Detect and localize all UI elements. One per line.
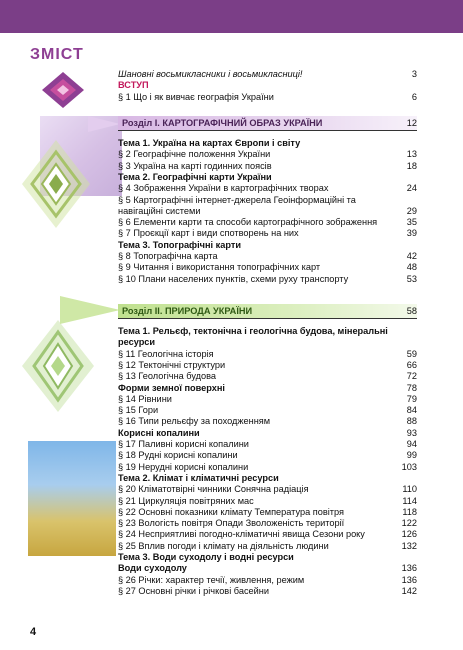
toc-entry-page: 84 bbox=[406, 405, 417, 416]
toc-entry: § 4 Зображення України в картографічних творах bbox=[118, 183, 329, 194]
toc-entry: § 18 Рудні корисні копалини bbox=[118, 450, 238, 461]
toc-entry-page: 35 bbox=[406, 217, 417, 228]
toc-entry-page: 94 bbox=[406, 439, 417, 449]
toc-entry: § 6 Елементи карти та способи картографічного зображення bbox=[118, 217, 378, 228]
toc-entry-page: 78 bbox=[406, 382, 417, 393]
toc-entry: § 20 Кліматотвірні чинники Сонячна радіація bbox=[118, 484, 309, 495]
toc-entry: § 25 Вплив погоди і клімату на діяльність людини bbox=[118, 540, 329, 551]
page-title: ЗМІСТ bbox=[30, 46, 84, 63]
toc-entry: § 24 Несприятливі погодно-кліматичні явища Сезони року bbox=[118, 529, 365, 540]
toc-entry: § 26 Річки: характер течії, живлення, режим bbox=[118, 574, 305, 585]
toc-entry-page: 122 bbox=[401, 518, 417, 529]
toc-entry: навігаційні системи bbox=[118, 205, 201, 216]
toc-entry: § 5 Картографічні інтернет-джерела Геоінформаційні та bbox=[118, 194, 356, 205]
toc-entry-page: 42 bbox=[406, 251, 417, 261]
toc-entry: § 10 Плани населених пунктів, схеми руху транспорту bbox=[118, 273, 349, 284]
toc-entry-page: 99 bbox=[406, 450, 417, 461]
toc-entry-page: 136 bbox=[401, 574, 417, 585]
toc-entry-page: 136 bbox=[401, 563, 417, 574]
toc-entry: § 7 Проєкції карт і види спотворень на них bbox=[118, 228, 299, 239]
toc-entry-page: 53 bbox=[406, 273, 417, 284]
intro-paragraph-1: § 1 Що і як вивчає географія України bbox=[118, 92, 274, 102]
toc-entry: Форми земної поверхні bbox=[118, 382, 225, 393]
section2-rule bbox=[118, 318, 417, 319]
section2-ornament-icon bbox=[20, 316, 96, 416]
toc-entry: Тема 2. Географічні карти України bbox=[118, 171, 272, 182]
top-bar bbox=[0, 0, 463, 33]
toc-entry: § 3 Україна на карті годинних поясів bbox=[118, 160, 272, 171]
toc-entry-page: 93 bbox=[406, 427, 417, 438]
section2-heading: Розділ ІІ. ПРИРОДА УКРАЇНИ bbox=[118, 304, 417, 318]
toc-entry-page: 132 bbox=[401, 540, 417, 551]
toc-entry-page: 114 bbox=[402, 495, 417, 506]
toc-entry-page: 110 bbox=[402, 484, 417, 495]
toc-entry-page: 72 bbox=[406, 371, 417, 382]
toc-entry: Корисні копалини bbox=[118, 427, 200, 438]
toc-entry: Тема 3. Води суходолу і водні ресурси bbox=[118, 552, 294, 562]
section2-page: 58 bbox=[406, 306, 417, 316]
toc-entry: Тема 1. Рельєф, тектонічна і геологічна будова, мінеральні bbox=[118, 326, 388, 336]
toc-entry: § 17 Паливні корисні копалини bbox=[118, 439, 249, 449]
toc-entry: § 27 Основні річки і річкові басейни bbox=[118, 585, 269, 596]
toc-entry-page: 118 bbox=[402, 506, 417, 517]
intro-greeting-page: 3 bbox=[411, 69, 417, 79]
toc-entry-page: 13 bbox=[406, 149, 417, 160]
toc-entry: § 9 Читання і використання топографічних карт bbox=[118, 262, 321, 273]
toc-entry: § 22 Основні показники клімату Температура повітря bbox=[118, 506, 344, 517]
toc-entry-page: 29 bbox=[406, 205, 417, 216]
toc-entry-page: 126 bbox=[401, 529, 417, 540]
toc-entry-page: 24 bbox=[406, 183, 417, 194]
green-arrow-icon bbox=[60, 296, 120, 324]
section1-rule bbox=[118, 130, 417, 131]
section1-page: 12 bbox=[406, 118, 417, 128]
toc-entry-page: 66 bbox=[406, 359, 417, 370]
toc-entry: § 11 Геологічна історія bbox=[118, 348, 214, 359]
toc-entry: Тема 2. Клімат і кліматичні ресурси bbox=[118, 472, 279, 483]
toc-entry: § 19 Нерудні корисні копалини bbox=[118, 461, 249, 472]
toc-entry: § 16 Типи рельєфу за походженням bbox=[118, 416, 271, 427]
toc-entry: § 8 Топографічна карта bbox=[118, 251, 218, 261]
toc-entry: § 12 Тектонічні структури bbox=[118, 359, 226, 370]
toc-entry-page: 142 bbox=[401, 585, 417, 596]
section1-ornament-icon bbox=[20, 136, 92, 232]
toc-entry: Тема 3. Топографічні карти bbox=[118, 239, 241, 250]
toc-entry-page: 103 bbox=[401, 461, 417, 472]
toc-entry-page: 39 bbox=[406, 228, 417, 239]
toc-entry: § 23 Вологість повітря Опади Зволоженість території bbox=[118, 518, 345, 529]
toc-entry: § 15 Гори bbox=[118, 405, 159, 416]
toc-entry: § 21 Циркуляція повітряних мас bbox=[118, 495, 254, 506]
ornament-diamond-icon bbox=[40, 70, 86, 110]
toc-entry: § 14 Рівнини bbox=[118, 393, 172, 404]
page-number: 4 bbox=[30, 626, 37, 638]
toc-entry: § 2 Географічне положення України bbox=[118, 149, 271, 160]
toc-entry: Тема 1. Україна на картах Європи і світу bbox=[118, 138, 301, 148]
toc-entry: ресурси bbox=[118, 337, 156, 348]
intro-greeting: Шановні восьмикласники і восьмикласниці! bbox=[118, 69, 303, 79]
wheat-field-photo bbox=[28, 441, 116, 556]
toc-entry-page: 88 bbox=[406, 416, 417, 427]
purple-arrow-icon bbox=[88, 116, 120, 132]
toc-entry-page: 59 bbox=[406, 348, 417, 359]
toc-entry-page: 18 bbox=[406, 160, 417, 171]
intro-heading: ВСТУП bbox=[118, 80, 149, 90]
toc-entry-page: 48 bbox=[406, 262, 417, 273]
toc-entry: § 13 Геологічна будова bbox=[118, 371, 217, 382]
section1-heading: Розділ І. КАРТОГРАФІЧНИЙ ОБРАЗ УКРАЇНИ bbox=[118, 116, 417, 130]
toc-entry: Води суходолу bbox=[118, 563, 187, 574]
toc-entry-page: 79 bbox=[406, 393, 417, 404]
intro-paragraph-1-page: 6 bbox=[411, 92, 417, 102]
